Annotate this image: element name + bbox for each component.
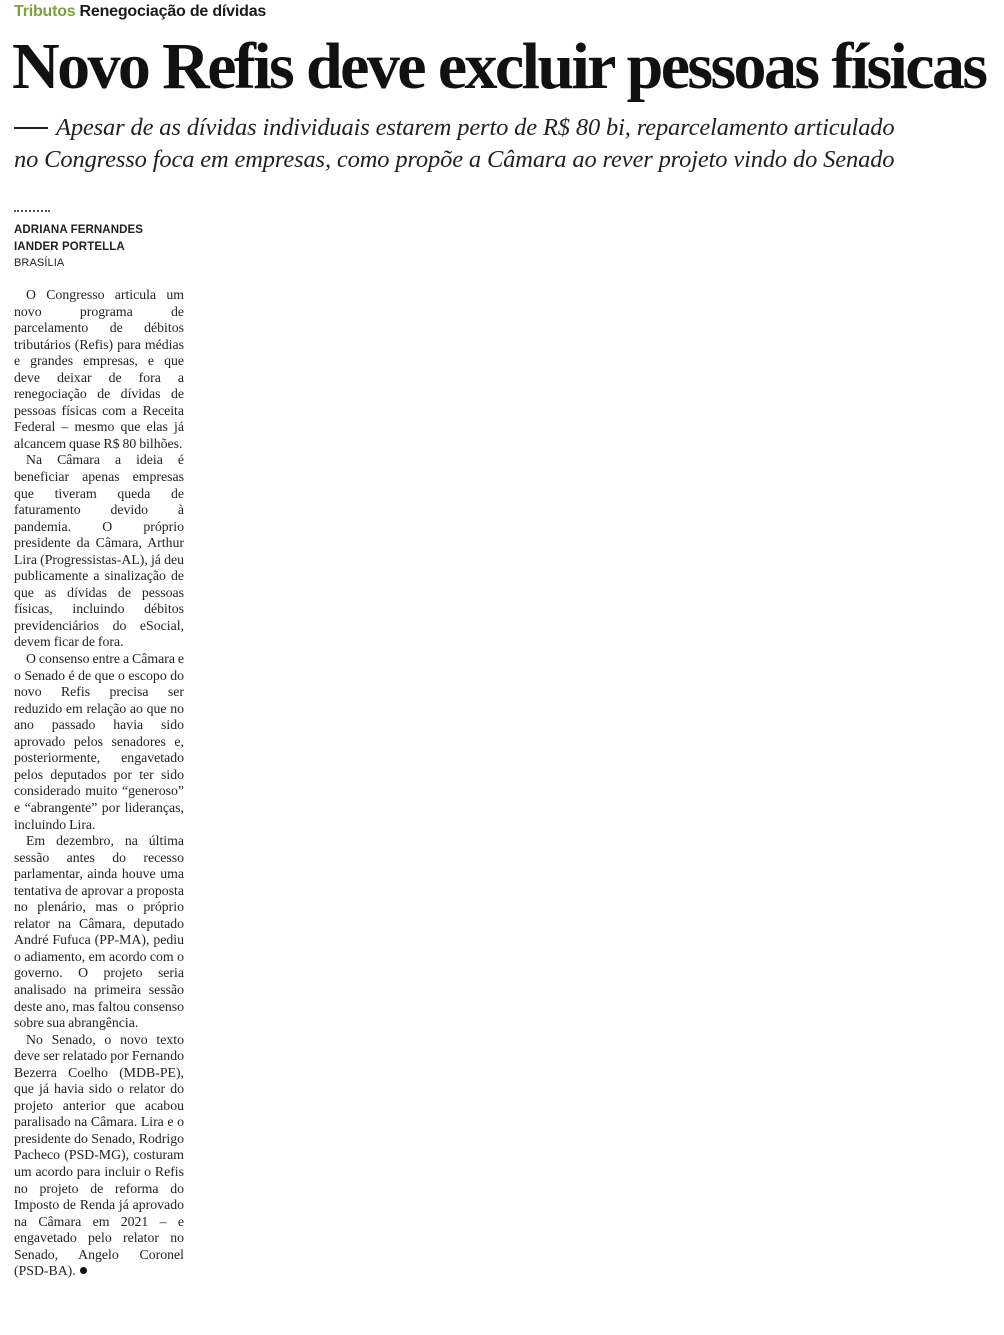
article-body: [14, 287, 184, 1280]
paragraph-5: [14, 1032, 184, 1280]
end-of-article-mark: [80, 1267, 87, 1274]
subtitle-line-1: [14, 112, 992, 144]
subtitle-text-2: no Congresso foca em empresas, como propõe a Câmara ao rever projeto vindo do Senado: [14, 146, 895, 173]
dateline-place: BRASÍLIA: [14, 257, 65, 269]
byline: [14, 222, 143, 272]
author-2: IANDER PORTELLA: [14, 240, 125, 253]
byline-divider: [14, 210, 50, 212]
paragraph-4: Em dezembro, na última sessão antes do recesso parlamentar, ainda houve uma tentativa de aprovar a proposta no plenário, mas o próprio relator na Câmara, deputado André Fufuca (PP-MA), pediu o adiamento, em acordo com o governo. O projeto seria analisado na primeira sessão deste ano, mas faltou consenso sobre sua abrangência.: [14, 833, 184, 1031]
paragraph-2: Na Câmara a ideia é beneficiar apenas empresas que tiveram queda de faturamento devido à pandemia. O próprio presidente da Câmara, Arthur Lira (Progressistas-AL), já deu publicamente a sinalização de que as dívidas de pessoas físicas, incluindo débitos previdenciários do eSocial, devem ficar de fora.: [14, 452, 184, 650]
headline: Novo Refis deve excluir pessoas físicas: [12, 30, 986, 103]
paragraph-3: O consenso entre a Câmara e o Senado é de que o escopo do novo Refis precisa ser reduzido em relação ao que no ano passado havia sido aprovado pelos senadores e, posteriormente, engavetado pelos deputados por ter sido considerado muito “generoso” e “abrangente” por lideranças, incluindo Lira.: [14, 651, 185, 832]
kicker: [14, 3, 266, 21]
subtitle-dash: [14, 127, 48, 129]
paragraph-1: O Congresso articula um novo programa de parcelamento de débitos tributários (Refis) para médias e grandes empresas, e que deve deixar de fora a renegociação de dívidas de pessoas físicas com a Receita Federal – mesmo que elas já alcancem quase R$ 80 bilhões.: [14, 287, 184, 451]
paragraph-5-text: No Senado, o novo texto deve ser relatado por Fernando Bezerra Coelho (MDB-PE), que já havia sido o relator do projeto anterior que acabou paralisado na Câmara. Lira e o presidente do Senado, Rodrigo Pacheco (PSD-MG), costuram um acordo para incluir o Refis no projeto de reforma do Imposto de Renda já aprovado na Câmara em 2021 – e engavetado pelo relator no Senado, Angelo Coronel (PSD-BA).: [14, 1031, 184, 1279]
section-label: Tributos: [14, 3, 76, 20]
topic-label: Renegociação de dívidas: [79, 3, 267, 20]
author-1: ADRIANA FERNANDES: [14, 224, 144, 236]
subtitle: [14, 112, 992, 176]
subtitle-text-1: Apesar de as dívidas individuais estarem perto de R$ 80 bi, reparcelamento articulado: [56, 114, 895, 141]
